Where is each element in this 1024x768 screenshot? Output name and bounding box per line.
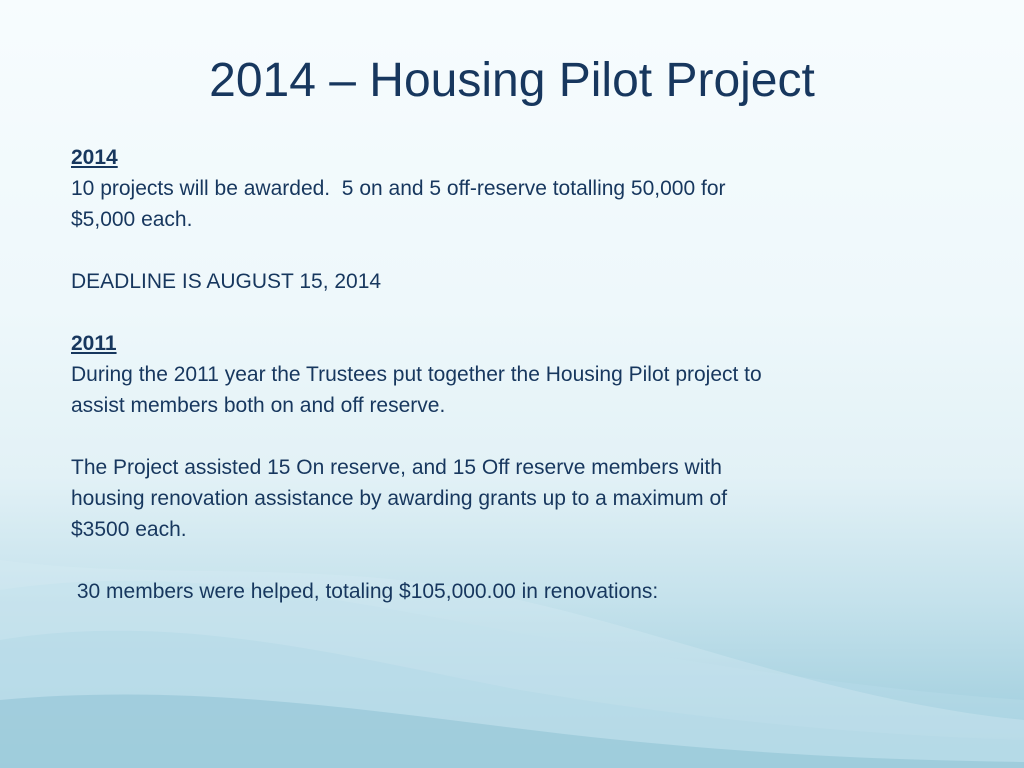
spacer — [71, 235, 951, 266]
assist-text-line-1: The Project assisted 15 On reserve, and 15 Off reserve members with — [71, 456, 722, 479]
section-2011-text-line-1: During the 2011 year the Trustees put together the Housing Pilot project to — [71, 363, 762, 386]
summary-text: 30 members were helped, totaling $105,000.00 in renovations: — [71, 580, 659, 603]
deadline-text: DEADLINE IS AUGUST 15, 2014 — [71, 270, 382, 293]
section-2014-text-line-1: 10 projects will be awarded. 5 on and 5 off-reserve totalling 50,000 for — [71, 177, 726, 200]
section-2011-heading: 2011 — [71, 332, 117, 355]
slide-body — [71, 142, 951, 607]
assist-text-line-3: $3500 each. — [71, 518, 187, 541]
spacer — [71, 421, 951, 452]
section-2014-text-line-2: $5,000 each. — [71, 208, 193, 231]
assist-text-line-2: housing renovation assistance by awarding grants up to a maximum of — [71, 487, 728, 510]
spacer — [71, 297, 951, 328]
slide-title: 2014 – Housing Pilot Project — [209, 54, 815, 107]
spacer — [71, 545, 951, 576]
section-2011-text-line-2: assist members both on and off reserve. — [71, 394, 446, 417]
section-2014-heading: 2014 — [71, 146, 118, 169]
